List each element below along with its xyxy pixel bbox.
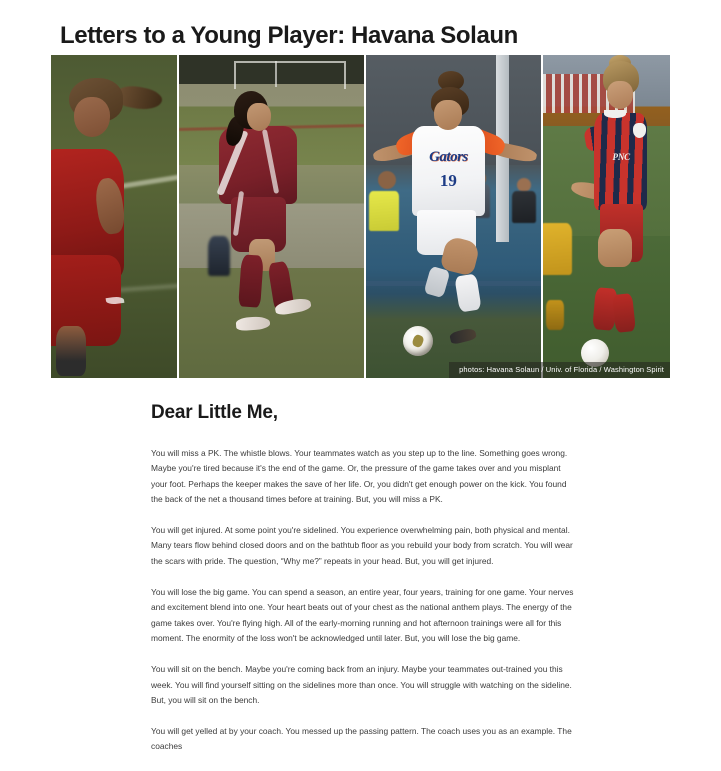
background-person: [208, 236, 230, 276]
spectator-head-two: [517, 178, 531, 192]
player-face: [607, 81, 633, 109]
player-shin-support: [424, 266, 451, 298]
spectator-body-two: [512, 191, 536, 223]
player-sock-left: [238, 255, 264, 308]
photo-collage: [51, 55, 670, 378]
goal-post: [275, 61, 277, 87]
jersey-collar: [604, 110, 626, 118]
opponent-player: [543, 223, 572, 275]
article-paragraph: You will miss a PK. The whistle blows. Your teammates watch as you step up to the line. Something goes wrong. Maybe you're tired because it's the end of the game. Or, the pressure of the game takes over and you misplant your foot. Perhaps the keeper makes the save of her life. Or, you didn't get enough power on the kick. You found the back of the net a thousand times before at training. But, you will miss a PK.: [151, 448, 568, 504]
player-boot: [449, 327, 477, 345]
photo-washington-spirit: [543, 55, 670, 378]
article-paragraph: You will get yelled at by your coach. You messed up the passing pattern. The coach uses you as an example. The coaches: [151, 726, 572, 752]
article-paragraph: You will get injured. At some point you're sidelined. You experience overwhelming pain, both physical and mental. Many tears flow behind closed doors and on the bathtub floor as you rebuild your body from scratch. You will wear the scars with pride. The question, “Why me?” repeats in your head. But, you will get injured.: [151, 525, 573, 566]
photo-1-scene: [51, 55, 177, 378]
article-paragraph: You will lose the big game. You can spend a season, an entire year, four years, training for one game. Your nerves and excitement blend into one. Your heart beats out of your chest as the national anthem plays. The energy of the game takes over. You're flying high. All of the early-morning running and hot afternoon trainings were all for this moment. The enormity of the loss won't be acknowledged until later. But, you will lose the big game.: [151, 587, 574, 643]
page-title: Letters to a Young Player: Havana Solaun: [60, 22, 518, 50]
jersey-number: 19: [439, 171, 457, 191]
stadium-rail: [366, 281, 541, 286]
article-body: [151, 402, 575, 771]
player-boot-left: [236, 315, 271, 330]
goal-frame: [234, 61, 346, 89]
field-line: [120, 172, 176, 189]
photo-youth-red-kit: [51, 55, 177, 378]
jersey-sponsor-text: PNC: [612, 151, 630, 162]
opponent-leg: [546, 300, 564, 330]
player-sock-right: [612, 293, 636, 333]
photo-credit: photos: Havana Solaun / Univ. of Florida / Washington Spirit: [449, 362, 670, 378]
photo-4-scene: [543, 55, 670, 378]
player-face: [74, 97, 110, 137]
player-leg: [56, 326, 86, 376]
player-thigh: [598, 229, 632, 267]
jersey-wordmark: Gators: [429, 148, 468, 165]
photo-florida-gators: [366, 55, 541, 378]
soccer-ball: [403, 326, 433, 356]
player-shin: [455, 273, 482, 312]
article-paragraph: You will sit on the bench. Maybe you're coming back from an injury. Maybe your teammates out-trained you this week. You will find yourself sitting on the sidelines more than once. You will struggle with watching on the sideline. But, you will sit on the bench.: [151, 664, 572, 705]
photo-teen-maroon-kit: [179, 55, 364, 378]
photo-3-scene: [366, 55, 541, 378]
article-heading: Dear Little Me,: [151, 402, 278, 423]
background-player-head: [378, 171, 396, 189]
photo-2-scene: [179, 55, 364, 378]
background-player-bib: [369, 191, 399, 231]
